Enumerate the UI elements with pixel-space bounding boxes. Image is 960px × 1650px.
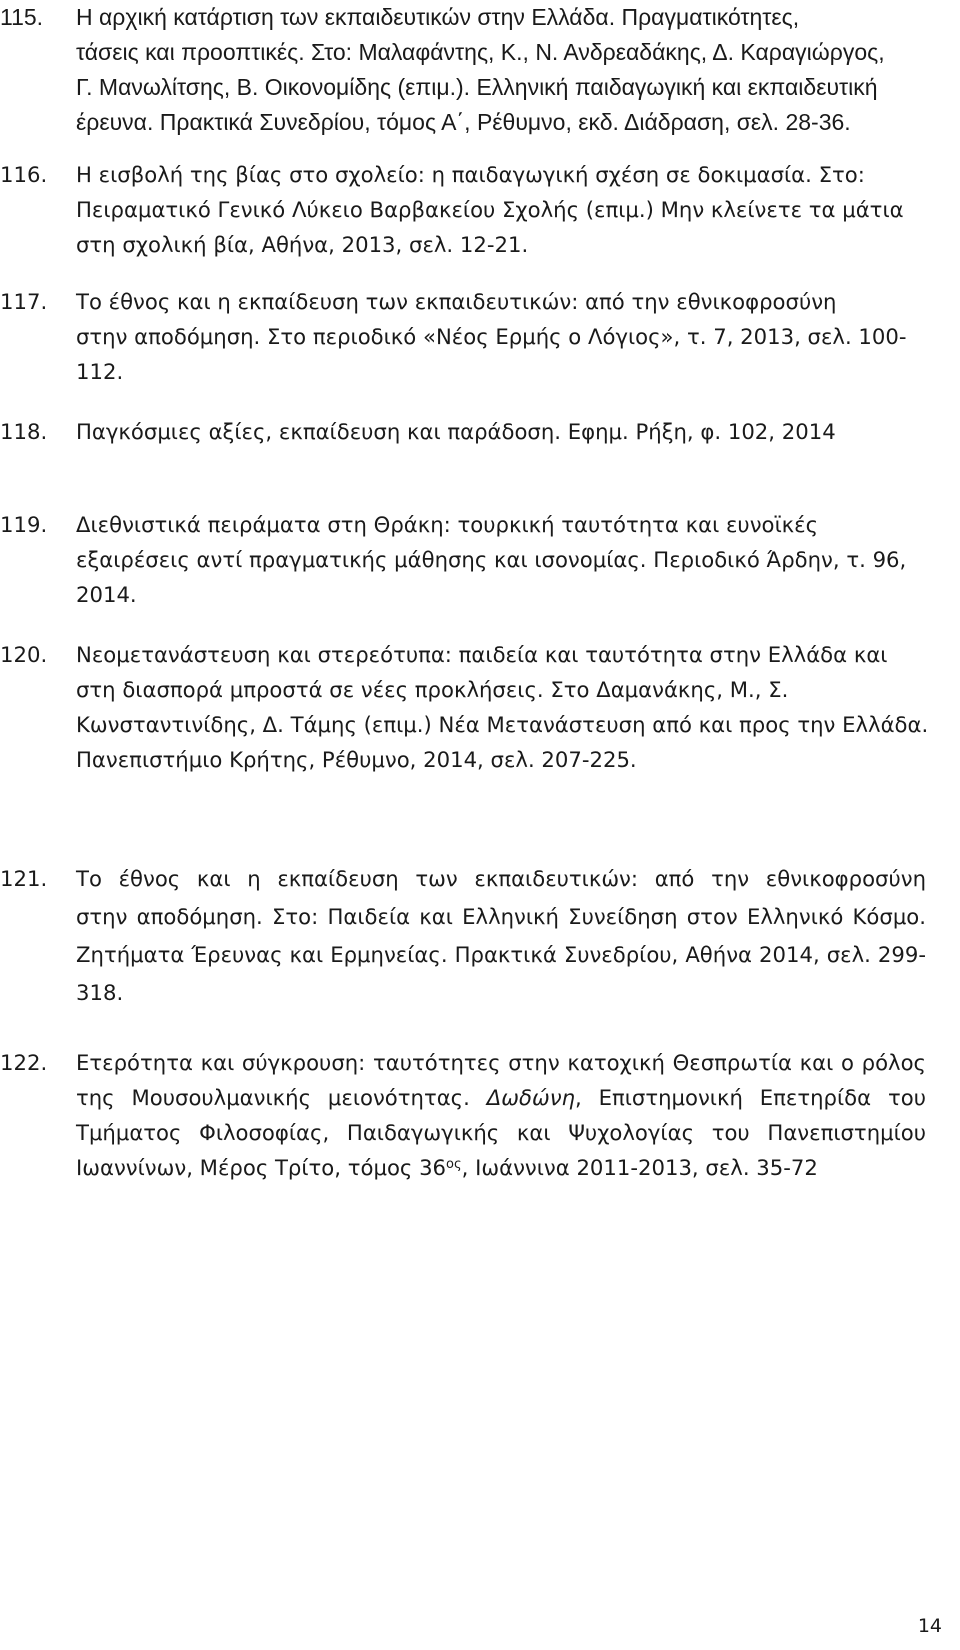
entry-line: Η εισβολή της βίας στο σχολείο: η παιδαγωγική σχέση σε δοκιμασία. Στο: [76,162,865,187]
entry-text [76,637,929,777]
entry-number: 115. [0,4,44,30]
entry-line: Το έθνος και η εκπαίδευση των εκπαιδευτικών: από την εθνικοφροσύνη [76,866,926,891]
entry-text-fragment: της Μουσουλμανικής μειονότητας. [76,1085,470,1110]
entry-number: 119. [0,512,48,537]
entry-line: 112. [76,359,124,384]
entry-line: στη σχολική βία, Αθήνα, 2013, σελ. 12-21. [76,232,529,257]
entry-line: τάσεις και προοπτικές. Στο: Μαλαφάντης, Κ., Ν. Ανδρεαδάκης, Δ. Καραγιώργος, [76,39,885,65]
entry-line: εξαιρέσεις αντί πραγματικής μάθησης και ισονομίας. Περιοδικό Άρδην, τ. 96, [76,547,907,572]
entry-text [76,507,926,612]
journal-title: Δωδώνη [486,1085,575,1110]
entry-number: 122. [0,1050,48,1075]
entry-line: στη διασπορά μπροστά σε νέες προκλήσεις. Στο Δαμανάκης, Μ., Σ. [76,677,789,702]
entry-line [76,1080,926,1115]
page-number: 14 [917,1615,942,1637]
entry-text [76,1045,926,1185]
entry-line: Τμήματος Φιλοσοφίας, Παιδαγωγικής και Ψυχολογίας του Πανεπιστημίου [76,1120,926,1145]
entry-text-fragment: Ιωαννίνων, Μέρος Τρίτο, τόμος 36 [76,1155,447,1180]
entry-line: Πειραματικό Γενικό Λύκειο Βαρβακείου Σχολής (επιμ.) Μην κλείνετε τα μάτια [76,197,904,222]
entry-text-fragment: , Επιστημονική Επετηρίδα του [574,1085,926,1110]
ordinal-suffix: ος [446,1157,462,1172]
entry-text [76,284,926,389]
entry-line: Το έθνος και η εκπαίδευση των εκπαιδευτικών: από την εθνικοφροσύνη [76,289,837,314]
entry-line [76,1150,926,1185]
entry-line: 2014. [76,582,137,607]
entry-line: Νεομετανάστευση και στερεότυπα: παιδεία και ταυτότητα στην Ελλάδα και [76,642,888,667]
entry-text [76,414,926,449]
entry-line: στην αποδόμηση. Στο: Παιδεία και Ελληνική Συνείδηση στον Ελληνικό Κόσμο. [76,904,926,929]
entry-number: 117. [0,289,48,314]
entry-number: 120. [0,642,48,667]
entry-line: Πανεπιστήμιο Κρήτης, Ρέθυμνο, 2014, σελ. 207-225. [76,747,637,772]
entry-line: Διεθνιστικά πειράματα στη Θράκη: τουρκική ταυτότητα και ευνοϊκές [76,512,819,537]
entry-line: 318. [76,980,124,1005]
entry-line: Κωνσταντινίδης, Δ. Τάμης (επιμ.) Νέα Μετανάστευση από και προς την Ελλάδα. [76,712,929,737]
entry-text [76,860,926,1012]
entry-line: στην αποδόμηση. Στο περιοδικό «Νέος Ερμής ο Λόγιος», τ. 7, 2013, σελ. 100- [76,324,907,349]
entry-line: Ετερότητα και σύγκρουση: ταυτότητες στην κατοχική Θεσπρωτία και ο ρόλος [76,1050,926,1075]
entry-number: 118. [0,419,48,444]
entry-line: Ζητήματα Έρευνας και Ερμηνείας. Πρακτικά Συνεδρίου, Αθήνα 2014, σελ. 299- [76,942,926,967]
entry-line: Η αρχική κατάρτιση των εκπαιδευτικών στην Ελλάδα. Πραγματικότητες, [76,4,800,30]
entry-text [76,0,926,140]
entry-number: 121. [0,866,48,891]
entry-line: Γ. Μανωλίτσης, Β. Οικονομίδης (επιμ.). Ελληνική παιδαγωγική και εκπαιδευτική [76,74,878,100]
entry-line: Παγκόσμιες αξίες, εκπαίδευση και παράδοση. Εφημ. Ρήξη, φ. 102, 2014 [76,419,836,444]
entry-number: 116. [0,162,48,187]
entry-text [76,157,926,262]
entry-line: έρευνα. Πρακτικά Συνεδρίου, τόμος Α΄, Ρέθυμνο, εκδ. Διάδραση, σελ. 28-36. [76,109,851,135]
entry-text-fragment: , Ιωάννινα 2011-2013, σελ. 35-72 [461,1155,818,1180]
